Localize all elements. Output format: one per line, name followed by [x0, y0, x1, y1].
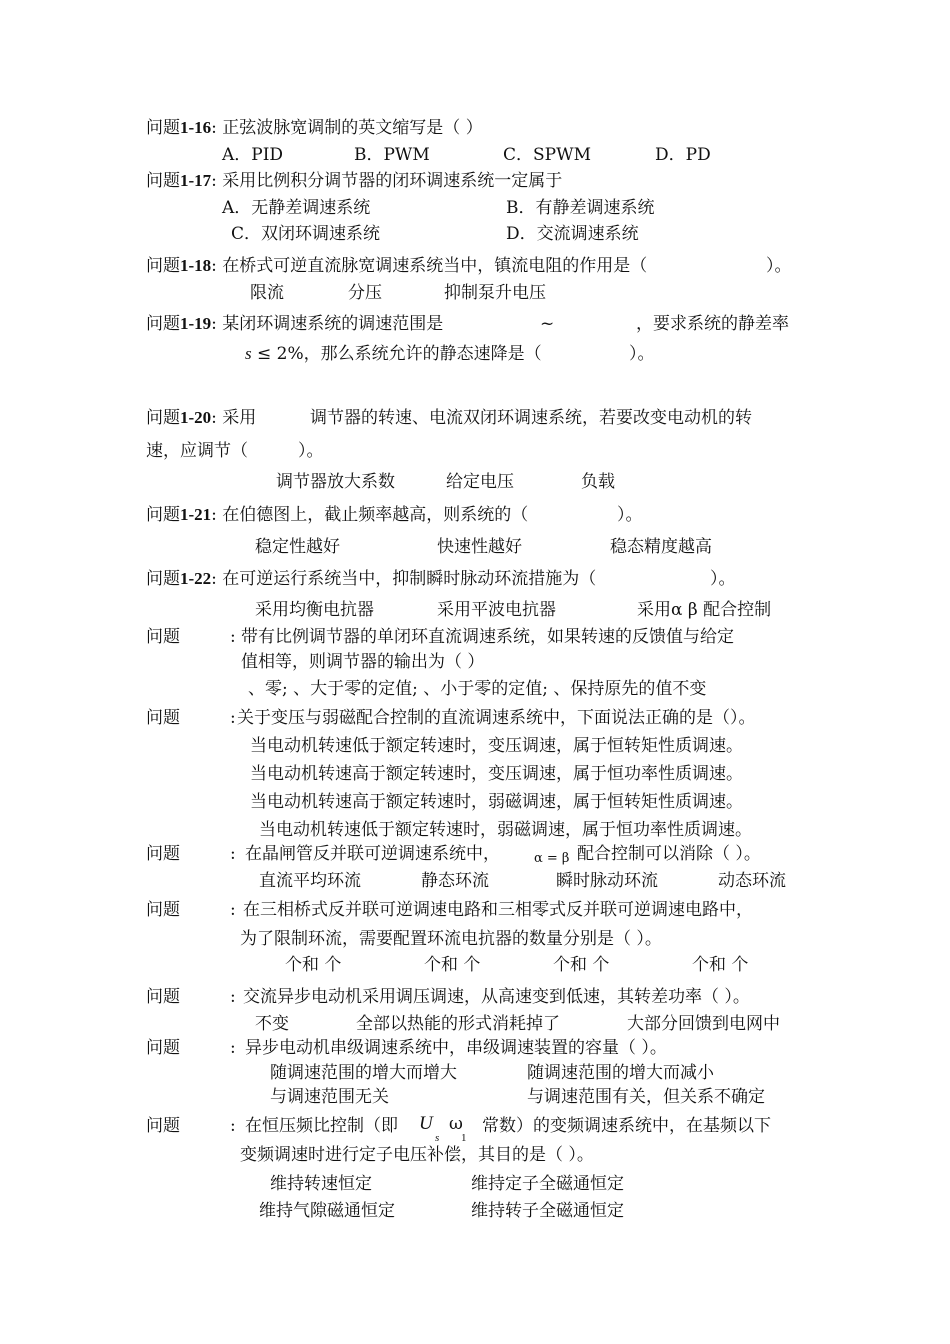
question-label: 问题	[146, 505, 180, 525]
option-2: 随调速范围的增大而减小	[527, 1063, 714, 1083]
option-1: 采用均衡电抗器	[255, 600, 374, 620]
option-4: 个和 个	[692, 955, 749, 975]
question-text-cont: 调节器的转速、电流双闭环调速系统，若要改变电动机的转	[310, 408, 752, 428]
symbol-omega: ω	[449, 1114, 463, 1134]
question-colon: :	[230, 844, 236, 864]
option-a: A．PID	[222, 145, 284, 165]
question-label: 问题	[146, 118, 180, 138]
option-1: 调节器放大系数	[276, 472, 395, 492]
question-number: 1-22	[180, 569, 212, 588]
option-3: 个和 个	[553, 955, 610, 975]
option-d: D．交流调速系统	[506, 224, 639, 244]
question-number: 1-21	[180, 505, 212, 524]
question-line-2: 值相等，则调节器的输出为（ ）	[241, 652, 485, 672]
subscript-1: 1	[461, 1132, 467, 1144]
question-line-2: 为了限制环流，需要配置环流电抗器的数量分别是（ ）。	[240, 929, 662, 949]
question-line-1: 在三相桥式反并联可逆调速电路和三相零式反并联可逆调速电路中，	[243, 900, 753, 920]
question-1-20	[146, 407, 256, 429]
question-number: 1-17	[180, 171, 212, 190]
option-4: 维持转子全磁通恒定	[471, 1201, 624, 1221]
question-label: 问题	[146, 708, 180, 728]
question-text-tail: ，要求系统的静差率	[636, 314, 789, 334]
range-tilde: ~	[540, 314, 555, 334]
option-1: 随调速范围的增大而增大	[270, 1063, 457, 1083]
question-end: ）。	[710, 569, 736, 589]
option-3: 抑制泵升电压	[444, 283, 546, 303]
line-text: ≤ 2%，那么系统允许的静态速降是（	[251, 344, 542, 364]
question-1-16	[146, 117, 483, 139]
question-text: : 正弦波脉宽调制的英文缩写是（ ）	[211, 118, 483, 138]
symbol-s: s	[245, 344, 252, 363]
question-line-2: 速，应调节（	[146, 441, 248, 461]
question-label: 问题	[146, 171, 180, 191]
option-2: 全部以热能的形式消耗掉了	[356, 1014, 560, 1034]
option-4: 动态环流	[718, 871, 786, 891]
option-2: 静态环流	[421, 871, 489, 891]
options-inline: 、零; 、大于零的定值; 、小于零的定值; 、保持原先的值不变	[248, 679, 707, 699]
option-1: 直流平均环流	[259, 871, 361, 891]
question-line-2	[245, 343, 542, 365]
option-3: 维持气隙磁通恒定	[259, 1201, 395, 1221]
question-label: 问题	[146, 314, 180, 334]
question-colon: :	[230, 627, 236, 647]
question-text: : 某闭环调速系统的调速范围是	[211, 314, 444, 334]
question-text: : 在伯德图上，截止频率越高，则系统的（	[211, 505, 529, 525]
question-label: 问题	[146, 627, 180, 647]
option-b: B．PWM	[354, 145, 430, 165]
option-c: C．双闭环调速系统	[231, 224, 381, 244]
option-2: 个和 个	[424, 955, 481, 975]
question-1-21	[146, 504, 528, 526]
option-d: D．PD	[655, 145, 711, 165]
option-4: 当电动机转速低于额定转速时，弱磁调速，属于恒功率性质调速。	[259, 820, 752, 840]
question-label: 问题	[146, 256, 180, 276]
question-number: 1-20	[180, 408, 212, 427]
question-text: : 在可逆运行系统当中，抑制瞬时脉动环流措施为（	[211, 569, 597, 589]
option-4: 与调速范围有关，但关系不确定	[527, 1087, 765, 1107]
question-1-17	[146, 170, 562, 192]
question-label: 问题	[146, 569, 180, 589]
option-1: 维持转速恒定	[270, 1174, 372, 1194]
option-3: 稳态精度越高	[610, 537, 712, 557]
formula-alpha-beta: α = β	[534, 851, 570, 866]
option-1: 个和 个	[285, 955, 342, 975]
subscript-s: s	[435, 1132, 440, 1144]
option-2: 分压	[348, 283, 382, 303]
question-1-19	[146, 313, 443, 335]
question-line-1: 交流异步电动机采用调压调速，从高速变到低速，其转差功率（ ）。	[243, 987, 750, 1007]
option-2: 给定电压	[446, 472, 514, 492]
question-1-18	[146, 255, 647, 277]
question-label: 问题	[146, 408, 180, 428]
option-3: 当电动机转速高于额定转速时，弱磁调速，属于恒转矩性质调速。	[250, 792, 743, 812]
question-colon: :	[230, 708, 236, 728]
question-end: ）。	[617, 505, 643, 525]
question-text: : 采用比例积分调节器的闭环调速系统一定属于	[211, 171, 563, 191]
question-number: 1-19	[180, 314, 212, 333]
question-colon: :	[230, 987, 236, 1007]
option-a: A．无静差调速系统	[222, 198, 371, 218]
question-text: 在晶闸管反并联可逆调速系统中，	[245, 844, 500, 864]
option-1: 限流	[250, 283, 284, 303]
question-label: 问题	[146, 1116, 180, 1136]
option-3: 瞬时脉动环流	[556, 871, 658, 891]
question-text-tail: 配合控制可以消除（ ）。	[577, 844, 761, 864]
question-text-tail: 常数）的变频调速系统中，在基频以下	[482, 1116, 771, 1136]
option-2: 当电动机转速高于额定转速时，变压调速，属于恒功率性质调速。	[250, 764, 743, 784]
question-line-1: 关于变压与弱磁配合控制的直流调速系统中，下面说法正确的是（）。	[237, 708, 756, 728]
question-line-2: 变频调速时进行定子电压补偿，其目的是（ ）。	[240, 1145, 594, 1165]
option-1: 稳定性越好	[255, 537, 340, 557]
question-label: 问题	[146, 987, 180, 1007]
question-label: 问题	[146, 1038, 180, 1058]
option-3: 负载	[581, 472, 615, 492]
question-colon: :	[230, 1038, 236, 1058]
option-3: 采用α β 配合控制	[637, 600, 772, 620]
question-number: 1-16	[180, 118, 212, 137]
question-label: 问题	[146, 844, 180, 864]
question-end: ）。	[298, 441, 324, 461]
option-1: 不变	[255, 1014, 289, 1034]
symbol-u: U	[419, 1113, 433, 1134]
option-1: 当电动机转速低于额定转速时，变压调速，属于恒转矩性质调速。	[250, 736, 743, 756]
question-line-1: 带有比例调节器的单闭环直流调速系统，如果转速的反馈值与给定	[241, 627, 734, 647]
question-line-1: 异步电动机串级调速系统中，串级调速装置的容量（ ）。	[245, 1038, 667, 1058]
question-end: ）。	[766, 256, 792, 276]
question-end: ）。	[629, 344, 655, 364]
option-c: C．SPWM	[503, 145, 591, 165]
question-text: 在恒压频比控制（即	[245, 1116, 398, 1136]
question-number: 1-18	[180, 256, 212, 275]
option-b: B．有静差调速系统	[506, 198, 655, 218]
question-1-22	[146, 568, 596, 590]
question-text: : 在桥式可逆直流脉宽调速系统当中，镇流电阻的作用是（	[211, 256, 648, 276]
question-text: : 采用	[211, 408, 257, 428]
option-3: 与调速范围无关	[270, 1087, 389, 1107]
option-2: 维持定子全磁通恒定	[471, 1174, 624, 1194]
option-2: 快速性越好	[437, 537, 522, 557]
question-label: 问题	[146, 900, 180, 920]
option-3: 大部分回馈到电网中	[627, 1014, 780, 1034]
question-colon: :	[230, 900, 236, 920]
option-2: 采用平波电抗器	[437, 600, 556, 620]
question-colon: :	[230, 1116, 236, 1136]
